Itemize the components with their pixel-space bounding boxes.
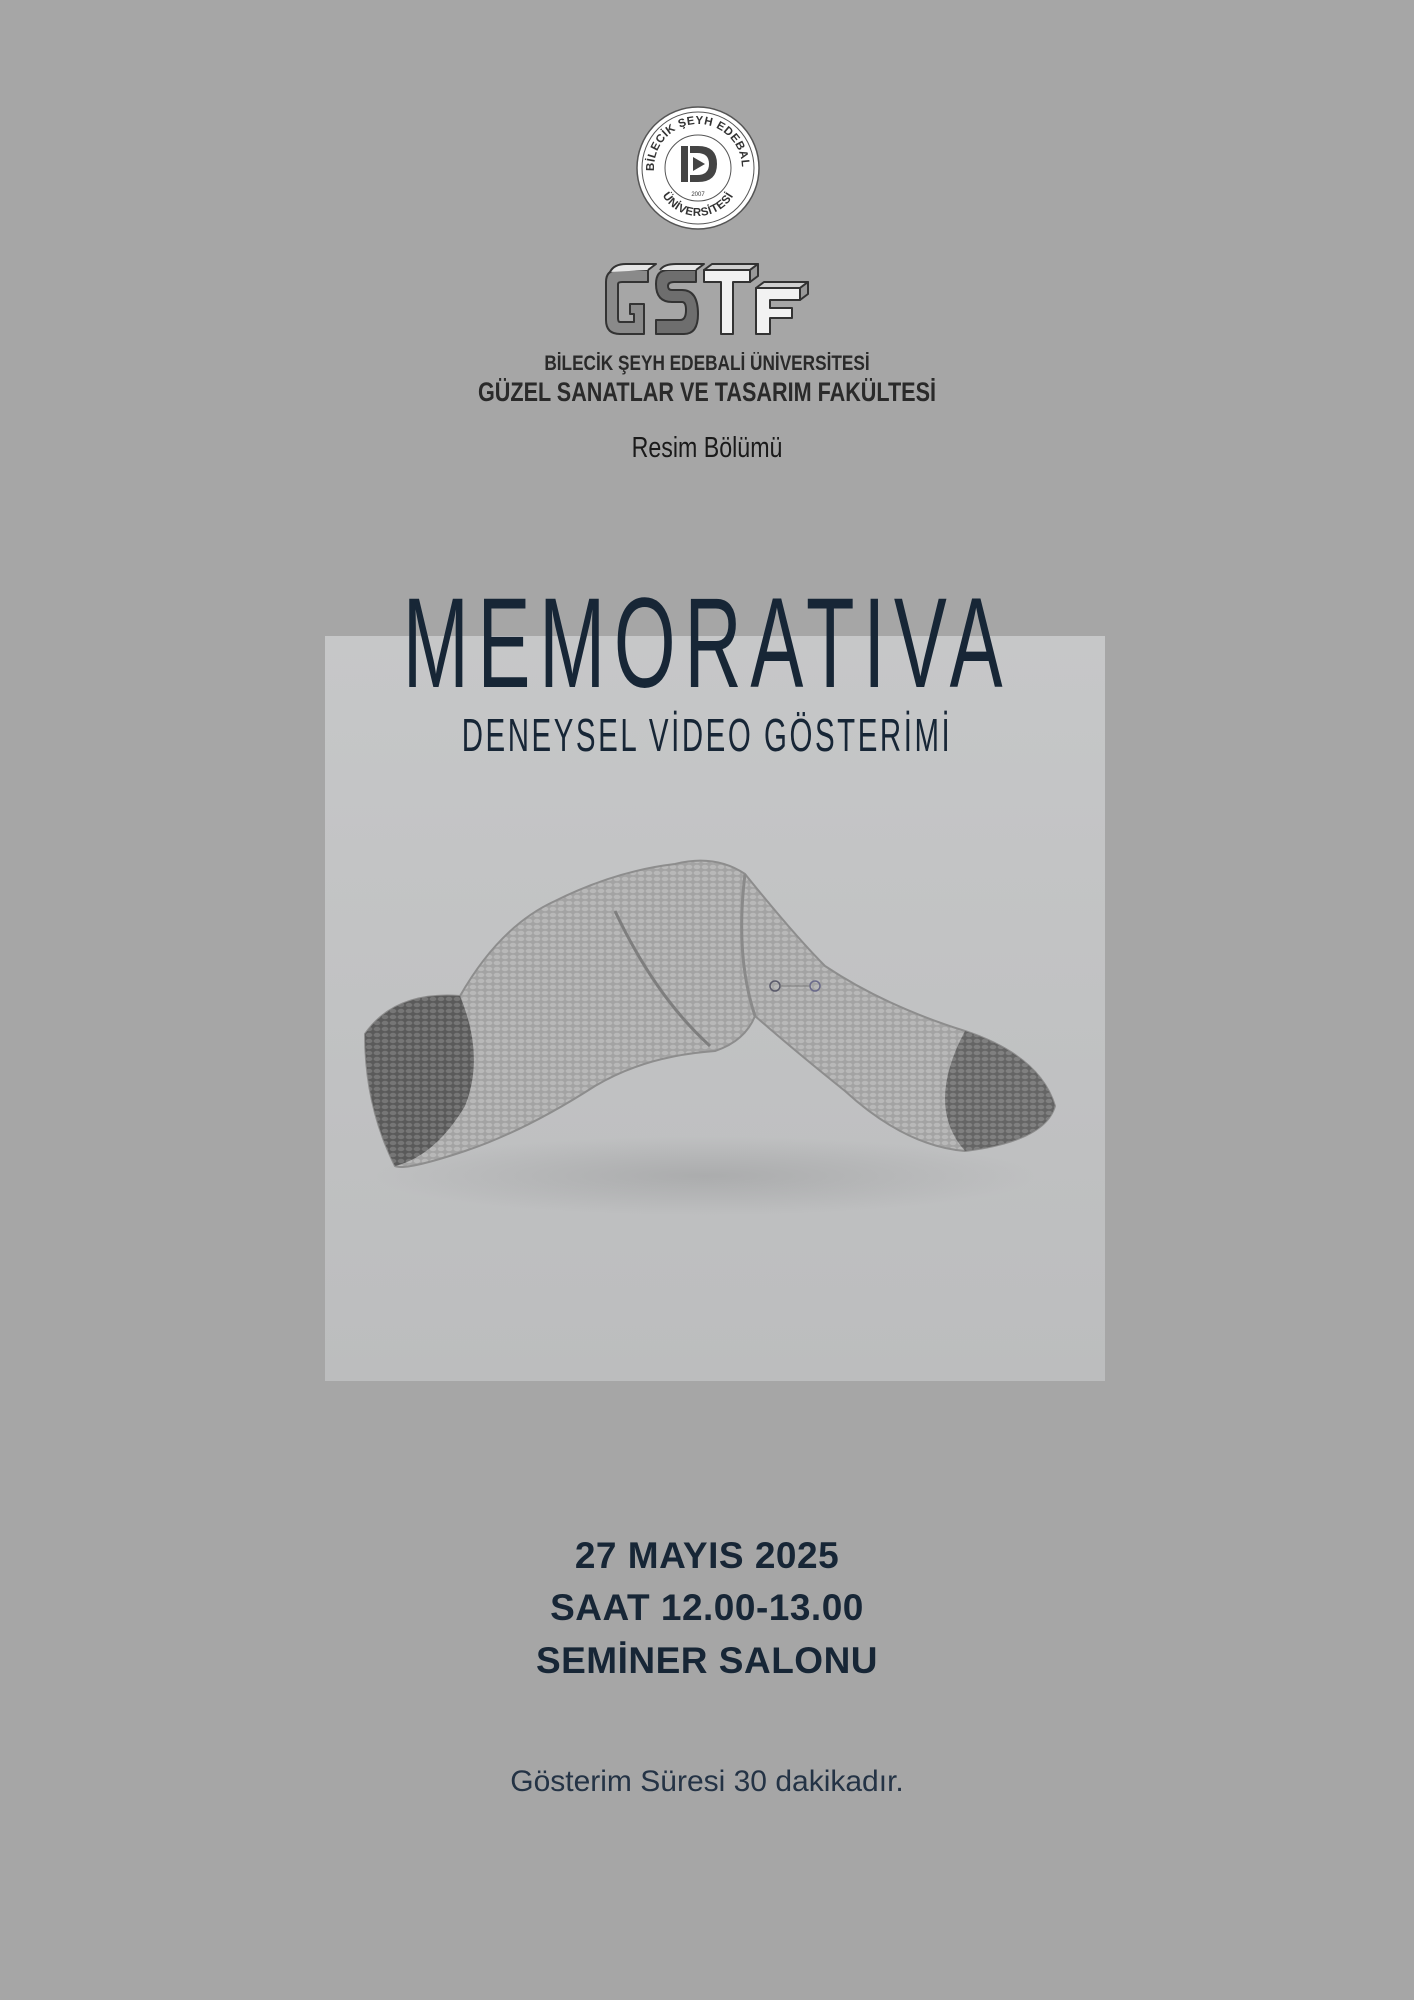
event-date: 27 MAYIS 2025 [574,1535,840,1576]
department-name: Resim Bölümü [631,432,783,464]
event-venue: SEMİNER SALONU [535,1640,879,1681]
university-name: BİLECİK ŞEYH EDEBALİ ÜNİVERSİTESİ [544,352,870,375]
event-time: SAAT 12.00-13.00 [550,1587,864,1628]
event-subtitle: DENEYSEL VİDEO GÖSTERİMİ [461,709,953,761]
seal-year: 2007 [691,192,705,198]
faculty-name: GÜZEL SANATLAR VE TASARIM FAKÜLTESİ [477,377,936,407]
gstf-faculty-logo [600,258,812,348]
duration-note: Gösterim Süresi 30 dakikadır. [510,1765,904,1798]
seal-top-text: BİLECİK ŞEYH EDEBAL [644,114,752,172]
university-seal-logo [635,105,761,231]
seal-emblem-icon [681,146,717,182]
seal-bottom-text: ÜNİVERSİTESİ [659,190,737,220]
event-title: MEMORATIVA [402,572,1012,715]
